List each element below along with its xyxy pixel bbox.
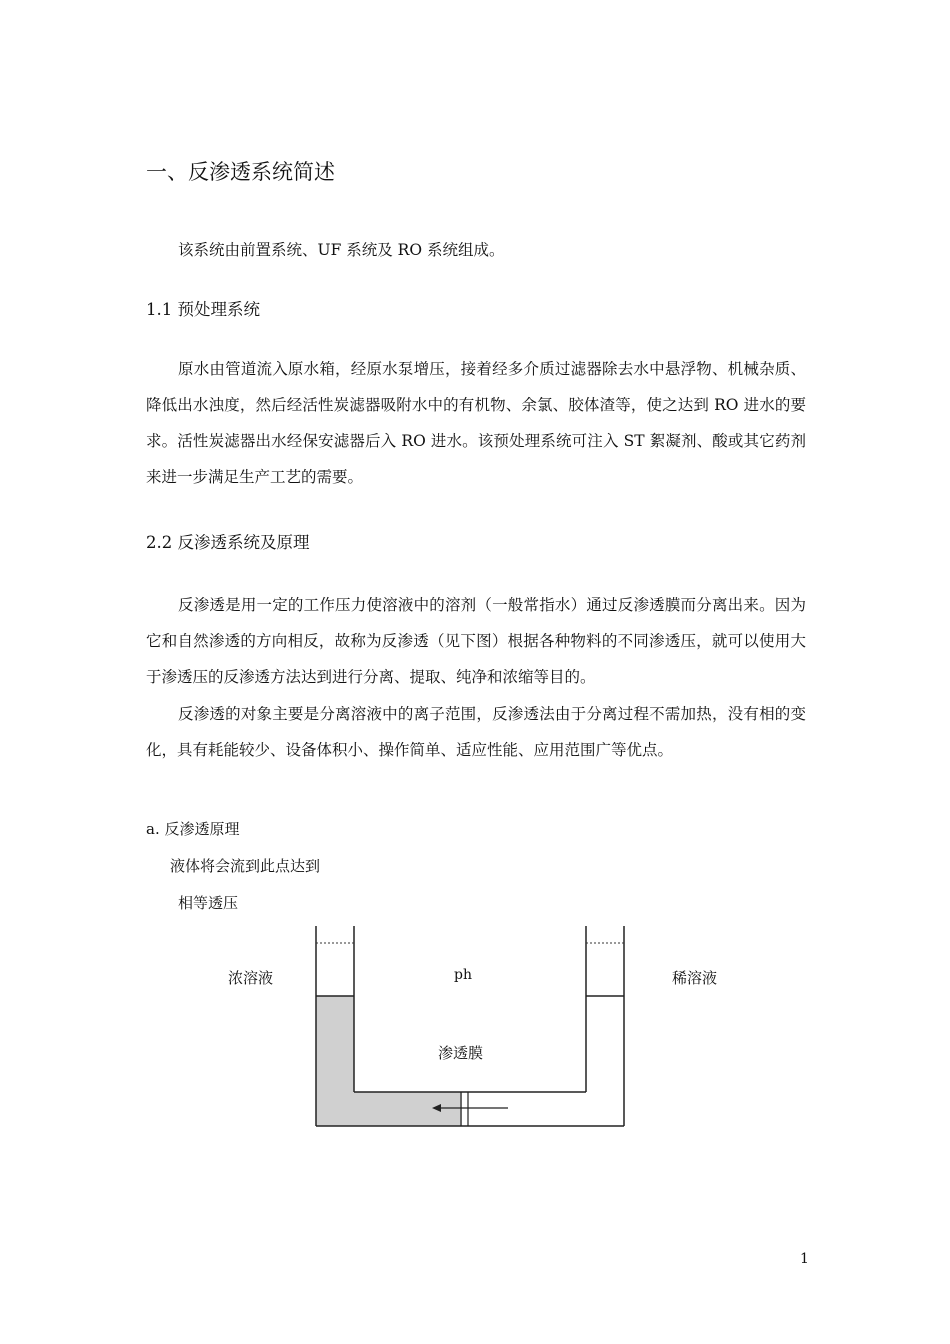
label-concentrate: 浓溶液 bbox=[228, 969, 274, 987]
heading-reverse-osmosis: 2.2 反渗透系统及原理 bbox=[146, 533, 310, 552]
figure-caption: a. 反渗透原理 bbox=[146, 820, 240, 838]
figure-note-line1: 液体将会流到此点达到 bbox=[170, 857, 321, 875]
heading-pretreatment: 1.1 预处理系统 bbox=[146, 300, 260, 319]
concentrate-fill-left bbox=[316, 996, 354, 1126]
page-number: 1 bbox=[800, 1251, 809, 1267]
section-title: 一、反渗透系统简述 bbox=[146, 160, 335, 184]
label-ph: ph bbox=[454, 967, 472, 983]
paragraph-ro-principle: 反渗透是用一定的工作压力使溶液中的溶剂（一般常指水）通过反渗透膜而分离出来。因为它和自然渗透的方向相反，故称为反渗透（见下图）根据各种物料的不同渗透压，就可以使用大于渗透压的反渗透方法达到进行分离、提取、纯净和浓缩等目的。 bbox=[146, 596, 806, 686]
intro-paragraph: 该系统由前置系统、UF 系统及 RO 系统组成。 bbox=[178, 241, 505, 259]
label-membrane: 渗透膜 bbox=[438, 1044, 484, 1062]
figure-note-line2: 相等透压 bbox=[178, 894, 239, 912]
paragraph-pretreatment: 原水由管道流入原水箱，经原水泵增压，接着经多介质过滤器除去水中悬浮物、机械杂质、降低出水浊度，然后经活性炭滤器吸附水中的有机物、余氯、胶体渣等，使之达到 RO 进水的要求。活性炭滤器出水经保安滤器后入 RO 进水。该预处理系统可注入 ST 絮凝剂、酸或其它药剂来进一步满足生产工艺的需要。 bbox=[146, 360, 806, 486]
label-dilute: 稀溶液 bbox=[672, 969, 718, 987]
concentrate-fill-bottom bbox=[354, 1092, 462, 1126]
paragraph-ro-advantages: 反渗透的对象主要是分离溶液中的离子范围，反渗透法由于分离过程不需加热，没有相的变化，具有耗能较少、设备体积小、操作简单、适应性能、应用范围广等优点。 bbox=[146, 705, 806, 759]
